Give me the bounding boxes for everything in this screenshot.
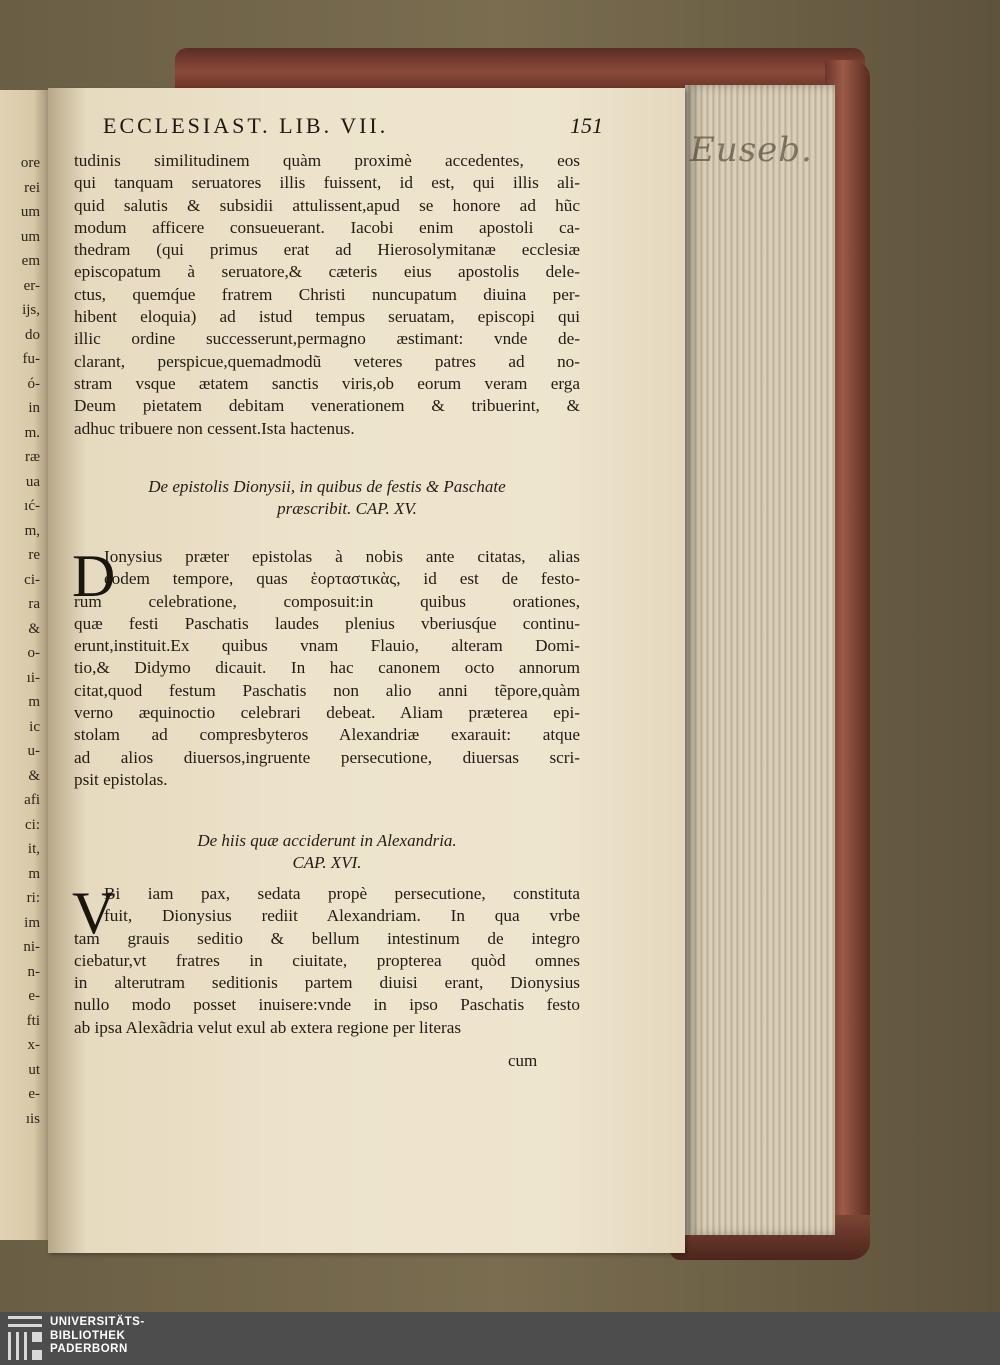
right-page — [48, 88, 685, 1253]
running-head — [103, 113, 603, 139]
left-page-line-fragment: ni- — [23, 939, 40, 955]
left-page-line-fragment: e- — [28, 988, 40, 1004]
left-page-line-fragment: ci: — [25, 816, 40, 833]
left-page-line-fragment: ut — [28, 1061, 40, 1078]
text-line: in alterutram seditionis partem diuisi erant, Dionysius — [74, 973, 580, 993]
text-line: rum celebratione, composuit:in quibus orationes, — [74, 591, 580, 611]
left-page-line-fragment: n- — [27, 963, 40, 980]
running-head-title: ECCLESIAST. LIB. VII. — [103, 113, 389, 138]
text-line: episcopatum à seruatore,& cæteris eius apostolis dele- — [74, 262, 580, 282]
left-page-line-fragment: ore — [20, 155, 40, 171]
text-line: ciebatur,vt fratres in ciuitate, propterea quòd omnes — [74, 950, 580, 970]
library-name-line: UNIVERSITÄTS- — [50, 1316, 145, 1328]
left-page-line-fragment: & — [28, 767, 40, 784]
left-page-line-fragment: fti — [26, 1012, 40, 1029]
page-number: 151 — [570, 113, 603, 138]
left-page-line-fragment: ıć- — [24, 498, 40, 514]
left-page-line-fragment: m, — [24, 522, 40, 539]
book-cover-top — [175, 48, 865, 88]
text-line: tudinis similitudinem quàm proximè accedentes, eos — [74, 151, 580, 170]
left-page-line-fragment: & — [28, 620, 40, 637]
left-page-line-fragment: o- — [27, 645, 40, 661]
text-line: quæ festi Paschatis laudes plenius vberiusq́ue continu- — [74, 613, 580, 633]
library-name-line: BIBLIOTHEK — [50, 1329, 126, 1342]
text-line: hibent eloquia) ad istud tempus seruatam, episcopi qui — [74, 307, 580, 327]
left-page-line-fragment: ci- — [24, 571, 40, 588]
left-page-line-fragment: do — [25, 326, 40, 343]
heading-line: CAP. XVI. — [292, 853, 362, 872]
text-line: modum afficere consueuerant. Iacobi enim apostoli ca- — [74, 217, 580, 237]
text-line: ctus, quemq́ue fratrem Christi nuncupatum diuina per- — [74, 284, 580, 304]
left-page-line-fragment: m — [28, 865, 40, 882]
left-page-fragment — [0, 90, 48, 1240]
library-name — [50, 1316, 145, 1357]
left-page-line-fragment: ic — [29, 718, 40, 735]
left-page-line-fragment: m — [28, 694, 40, 710]
left-page-line-fragment: re — [28, 547, 40, 563]
footer-bar — [0, 1312, 1000, 1365]
left-page-line-fragment: ri: — [26, 890, 40, 906]
text-line: adhuc tribuere non cessent.Ista hactenus. — [74, 418, 355, 438]
library-logo-icon — [8, 1316, 42, 1360]
left-page-line-fragment: um — [20, 228, 40, 245]
left-page-line-fragment: in — [28, 400, 40, 416]
heading-line: De epistolis Dionysii, in quibus de festis & Paschate — [148, 477, 506, 496]
text-line: stolam ad compresbyteros Alexandriæ exarauit: atque — [74, 725, 580, 745]
text-line: eodem tempore, quas ἑορταστικὰς, id est de festo- — [104, 569, 580, 589]
catchword: cum — [508, 1051, 538, 1070]
left-page-line-fragment: x- — [27, 1037, 40, 1053]
left-page-line-fragment: im — [24, 914, 40, 931]
text-line: ad alios diuersos,ingruente persecutione, diuersas scri- — [74, 747, 580, 767]
text-line: Ionysius præter epistolas à nobis ante citatas, alias — [104, 547, 580, 566]
page-edges — [685, 85, 835, 1235]
left-page-line-fragment: ra — [28, 596, 40, 612]
left-page-line-fragment: m. — [24, 424, 40, 441]
heading-line: De hiis quæ acciderunt in Alexandria. — [197, 831, 457, 850]
text-line: stram vsque ætatem sanctis viris,ob eorum veram erga — [74, 373, 580, 393]
text-line: nullo modo posset inuisere:vnde in ipso Paschatis festo — [74, 995, 580, 1015]
text-line: tio,& Didymo dicauit. In hac canonem octo annorum — [74, 658, 580, 678]
text-line: ab ipsa Alexãdria velut exul ab extera regione per literas — [74, 1017, 462, 1037]
text-line: quid salutis & subsidii attulissent,apud se honore ad hũc — [74, 195, 580, 215]
left-page-line-fragment: em — [21, 253, 40, 269]
left-page-line-fragment: ræ — [25, 449, 40, 465]
left-page-line-fragment: ó- — [27, 375, 40, 392]
left-page-line-fragment: rei — [24, 179, 40, 196]
text-line: clarant, perspicue,quemadmodũ veteres patres ad no- — [74, 351, 580, 371]
left-page-line-fragment: ijs, — [22, 302, 40, 318]
text-line: Deum pietatem debitam venerationem & tribuerint, & — [74, 396, 580, 416]
text-line: citat,quod festum Paschatis non alio anni tẽpore,quàm — [74, 680, 580, 700]
text-line: psit epistolas. — [74, 769, 168, 789]
text-line: erunt,instituit.Ex quibus vnam Flauio, alteram Domi- — [74, 636, 580, 656]
drop-capital: D — [72, 543, 116, 609]
left-page-line-fragment: it, — [27, 841, 40, 857]
paragraph-2 — [72, 543, 580, 791]
paragraph-1 — [74, 150, 580, 440]
text-line: tam grauis seditio & bellum intestinum de integro — [74, 928, 580, 948]
left-page-line-fragment: ıis — [25, 1110, 40, 1127]
text-line: Bi iam pax, sedata propè persecutione, constituta — [104, 884, 580, 903]
chapter-heading-16 — [74, 830, 580, 874]
text-line: verno æquinoctio celebrari debeat. Aliam præterea epi- — [74, 703, 580, 723]
left-page-line-fragment: ua — [25, 473, 40, 490]
library-name-line: PADERBORN — [50, 1343, 128, 1355]
drop-capital: V — [72, 880, 116, 946]
chapter-heading-15 — [74, 476, 580, 520]
text-line: qui tanquam seruatores illis fuissent, id est, qui illis ali- — [74, 173, 580, 193]
left-page-line-fragment: ıi- — [26, 669, 40, 686]
page-edge-inscription: Euseb. — [690, 130, 813, 170]
left-page-line-fragment: e- — [28, 1086, 40, 1102]
heading-line: præscribit. CAP. XV. — [277, 499, 417, 518]
paragraph-3 — [72, 880, 580, 1039]
text-line: fuit, Dionysius rediit Alexandriam. In qua vrbe — [104, 906, 580, 926]
left-page-line-fragment: afi — [24, 792, 40, 808]
left-page-line-fragment: um — [20, 204, 40, 220]
left-page-line-fragment: u- — [27, 743, 40, 759]
text-line: illic ordine successerunt,permagno æstimant: vnde de- — [74, 329, 580, 349]
left-page-line-fragment: er- — [23, 277, 40, 294]
left-page-line-fragment: fu- — [22, 351, 40, 367]
text-line: thedram (qui primus erat ad Hierosolymitanæ ecclesiæ — [74, 240, 580, 260]
